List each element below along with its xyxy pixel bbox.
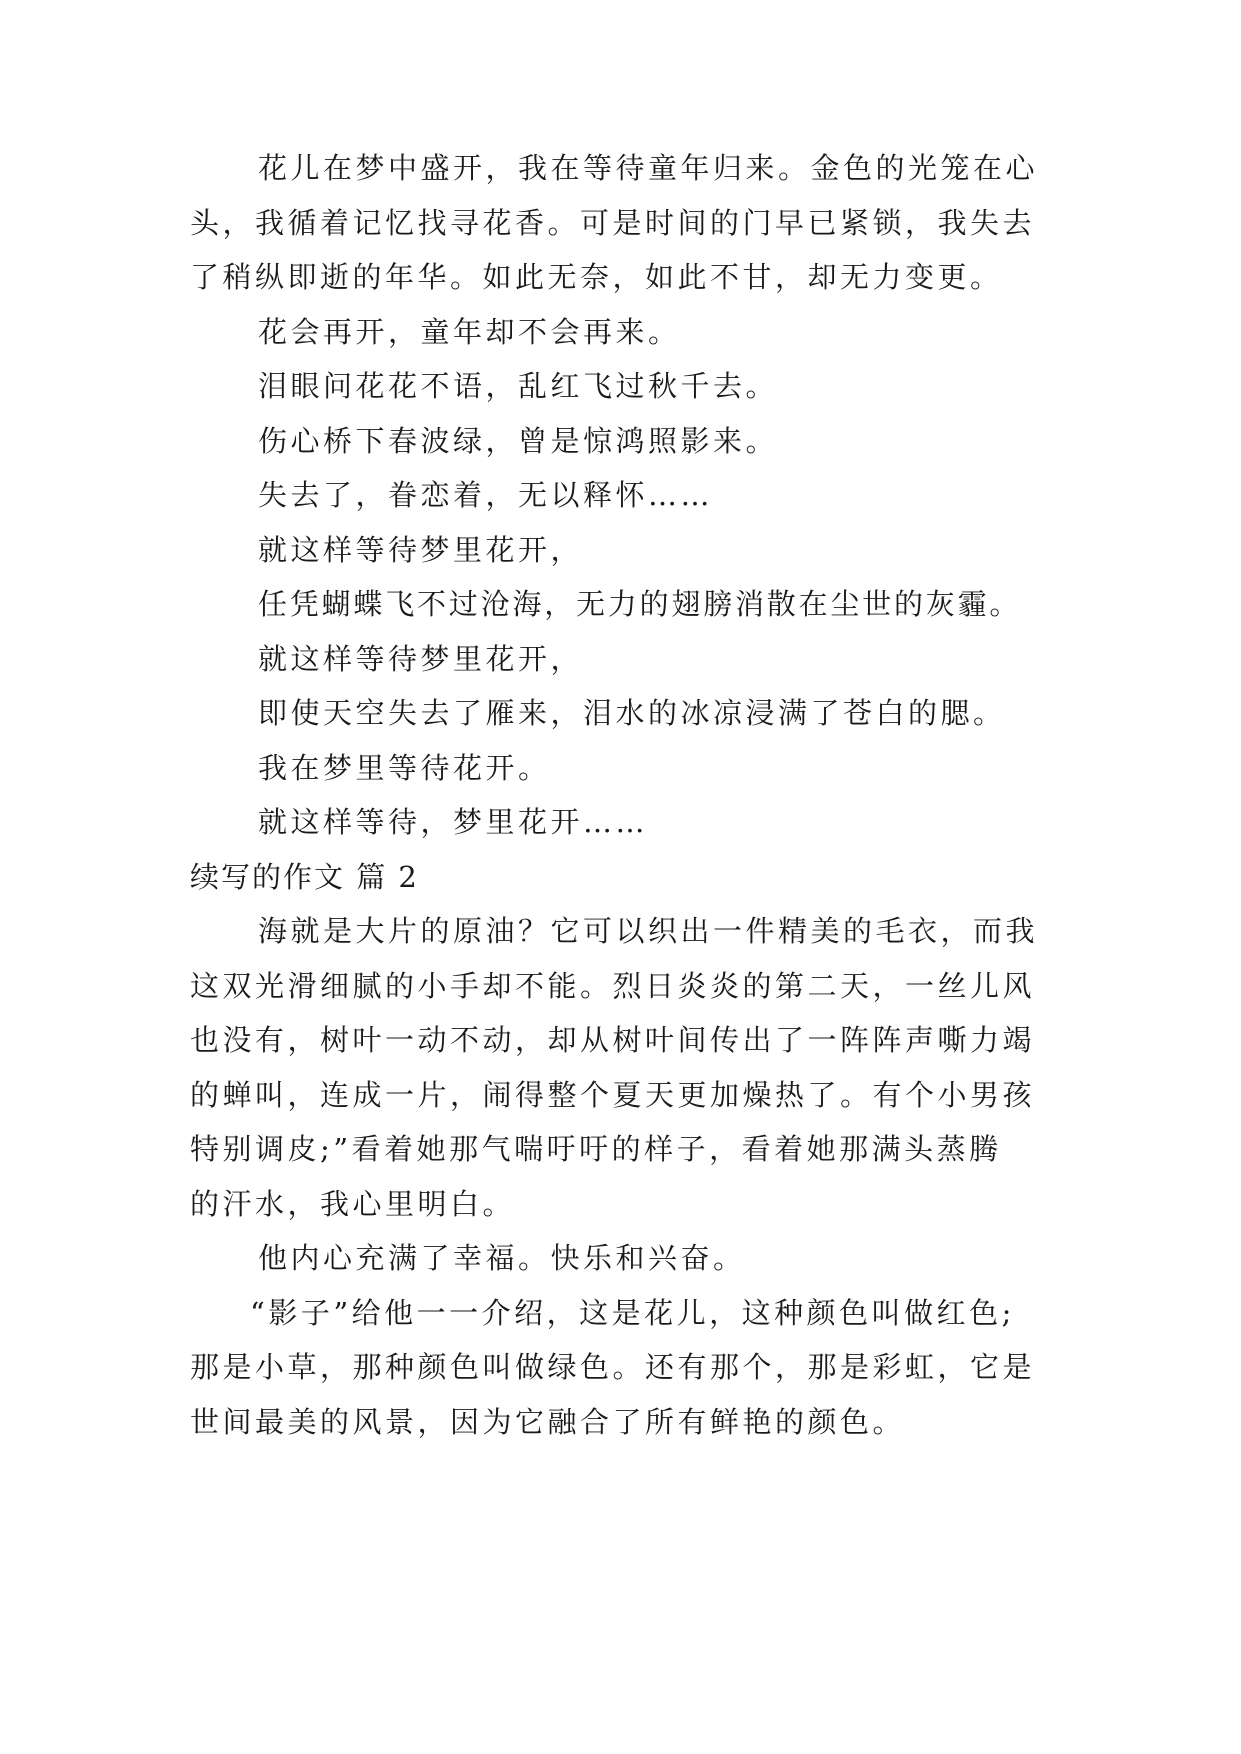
paragraph-line: 世间最美的风景，因为它融合了所有鲜艳的颜色。 [190, 1405, 906, 1439]
poem-line: 伤心桥下春波绿，曾是惊鸿照影来。 [258, 424, 779, 458]
paragraph-line: 这双光滑细腻的小手却不能。烈日炎炎的第二天，一丝儿风 [190, 969, 1036, 1003]
poem-line: 就这样等待梦里花开， [258, 533, 584, 567]
paragraph-line: 的蝉叫，连成一片，闹得整个夏天更加燥热了。有个小男孩 [190, 1078, 1036, 1112]
paragraph-line: 那是小草，那种颜色叫做绿色。还有那个，那是彩虹，它是 [190, 1350, 1036, 1384]
poem-line: 泪眼问花花不语，乱红飞过秋千去。 [258, 369, 779, 403]
poem-line: 就这样等待梦里花开， [258, 642, 584, 676]
paragraph-line: 花儿在梦中盛开，我在等待童年归来。金色的光笼在心 [258, 151, 1039, 185]
poem-line: 我在梦里等待花开。 [258, 751, 551, 785]
paragraph-line: “影子”给他一一介绍，这是花儿，这种颜色叫做红色; [250, 1296, 1015, 1330]
paragraph-line: 他内心充满了幸福。快乐和兴奋。 [258, 1241, 746, 1275]
paragraph-line: 头，我循着记忆找寻花香。可是时间的门早已紧锁，我失去 [190, 206, 1036, 240]
paragraph-line: 特别调皮;”看着她那气喘吁吁的样子，看着她那满头蒸腾 [190, 1132, 1002, 1166]
paragraph-line: 了稍纵即逝的年华。如此无奈，如此不甘，却无力变更。 [190, 260, 1003, 294]
paragraph-line: 也没有，树叶一动不动，却从树叶间传出了一阵阵声嘶力竭 [190, 1023, 1036, 1057]
poem-line: 即使天空失去了雁来，泪水的冰凉浸满了苍白的腮。 [258, 696, 1006, 730]
paragraph-line: 海就是大片的原油？它可以织出一件精美的毛衣，而我 [258, 914, 1039, 948]
poem-line: 就这样等待，梦里花开…… [258, 805, 649, 839]
poem-line: 失去了，眷恋着，无以释怀…… [258, 478, 714, 512]
section-heading: 续写的作文 篇 2 [190, 860, 419, 894]
paragraph-line: 的汗水，我心里明白。 [190, 1187, 516, 1221]
poem-line: 任凭蝴蝶飞不过沧海，无力的翅膀消散在尘世的灰霾。 [258, 587, 1022, 621]
paragraph-line: 花会再开，童年却不会再来。 [258, 315, 681, 349]
